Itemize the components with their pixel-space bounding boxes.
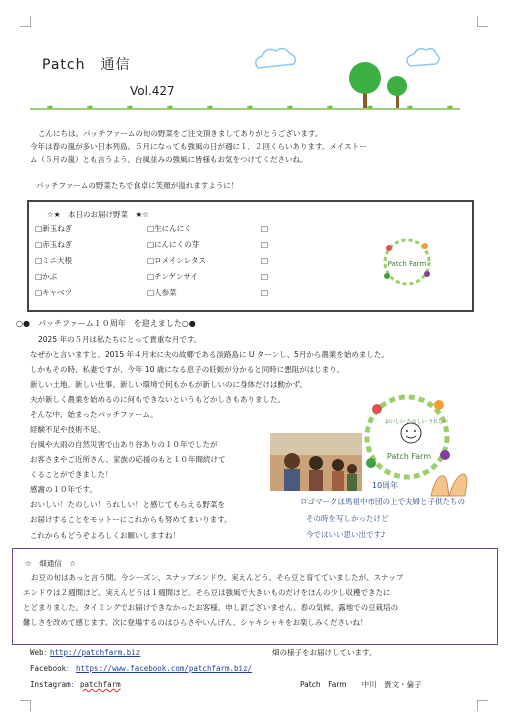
anniversary-line: くることができました！ (30, 470, 113, 479)
intro-line: パッチファームの野菜たちで食卓に笑顔が溢れますように！ (36, 181, 239, 190)
farm-news-line: エンドウは２週間ほど。実えんどうは１週間ほど。そら豆は強風で大きいものだけをほんの少し収穫できたに (23, 588, 391, 597)
delivery-item: □ (261, 288, 269, 297)
footer-note: 畑の様子をお届けしています。 (272, 648, 377, 657)
anniversary-line: 2025 年の５月は私たちにとって貴重な月です。 (38, 335, 202, 344)
anniversary-line: そんな中、始まったパッチファーム。 (30, 410, 158, 419)
delivery-item: □ (261, 272, 269, 281)
delivery-item: □ロメインレタス (147, 256, 206, 265)
delivery-item: □チンゲンサイ (147, 272, 198, 281)
anniversary-line: これからもどうぞよろしくお願いしますね！ (30, 531, 180, 540)
anniversary-line: なぜかと言いますと、2015 年４月末に夫の故郷である淡路島に U ターンし、5月から農業を始めました。 (30, 350, 389, 359)
farm-news-line: とどまりました。タイミングでお届けできなかったお客様、申し訳ございません。春の気候、露地での豆栽培の (23, 603, 399, 612)
logo-caption: ロゴマークは馬祖中市団の上で夫婦と子供たちの (300, 497, 465, 506)
web-label: Web： (30, 648, 52, 657)
delivery-item: □生にんにく (147, 224, 192, 233)
cloud-icon (407, 49, 439, 66)
delivery-item: □赤玉ねぎ (35, 240, 73, 249)
facebook-label: Facebook： (30, 664, 74, 673)
facebook-link[interactable]: https://www.facebook.com/patchfarm.biz/ (76, 664, 253, 673)
anniversary-line: おいしい！たのしい！うれしい！と感じてもらえる野菜を (30, 500, 225, 509)
logo-caption: 今ではいい思い出です♪ (306, 530, 386, 539)
page-corner-marker (477, 700, 488, 711)
delivery-heading: ☆★ 本日のお届け野菜 ★☆ (47, 210, 149, 219)
farm-news-box (12, 548, 498, 645)
farm-signature: Patch Farm 中川 貴文・倫子 (300, 680, 422, 689)
delivery-item: □新玉ねぎ (35, 224, 73, 233)
leaf-divider (30, 104, 460, 112)
anniversary-line: しかもその時、私妻ですが、今年 10 歳になる息子の妊娠が分かると同時に悪阻がはじまり、 (30, 365, 345, 374)
anniversary-logo-sub: おいしい たのしい うれしい (385, 419, 449, 425)
page-corner-marker (20, 700, 31, 711)
intro-line: 今年は春の嵐が多い日本列島。５月になっても強風の日が週に１．２回くらいあります。メイストー (30, 142, 367, 151)
intro-line: こんにちは。パッチファームの旬の野菜をご注文頂きましてありがとうございます。 (38, 129, 323, 138)
instagram-label: Instagram： (30, 680, 79, 689)
anniversary-line: 夫が新しく農業を始めるのに何もできないというもどかしさもありました。 (30, 395, 285, 404)
anniversary-line: 感謝の１０年です。 (30, 485, 97, 494)
anniversary-line: 台風や大雨の自然災害で山あり谷ありの１０年でしたが (30, 440, 218, 449)
farm-news-heading: ☆ 畑通信 ☆ (25, 559, 76, 568)
page-corner-marker (477, 16, 488, 27)
newsletter-title: Patch 通信 (42, 57, 131, 73)
delivery-item: □かぶ (35, 272, 58, 281)
anniversary-line: 経験不足や技術不足、 (30, 425, 105, 434)
delivery-box (27, 200, 474, 312)
delivery-item: □ (261, 240, 269, 249)
delivery-item: □ミニ大根 (35, 256, 73, 265)
logo-text: Patch Farm (387, 260, 427, 268)
delivery-item: □人参菜 (147, 288, 177, 297)
cloud-icon (256, 49, 296, 68)
page-corner-marker (20, 16, 31, 27)
farm-news-line: 難しさを改めて感じます。次に登場するのはひらさやいんげん。シャキシャキをお楽しみくださいね！ (23, 618, 368, 627)
hands-illustration (425, 456, 473, 498)
farm-news-line: お豆の旬はあっと言う間。今シーズン、スナップエンドウ、実えんどう、そら豆と育てていましたが、スナップ (31, 573, 404, 582)
anniversary-line: 新しい土地、新しい仕事、新しい環境で何もかもが新しいのに身体だけは動かず、 (30, 380, 307, 389)
volume-number: Vol.427 (130, 84, 175, 98)
anniversary-heading: ○● パッチファーム１０周年 を迎えました○● (16, 319, 196, 328)
intro-line: ム（５月の嵐）とも言うよう。台風並みの強風に皆様もお気をつけてくださいね。 (30, 155, 308, 164)
delivery-item: □ (261, 256, 269, 265)
web-link[interactable]: http://patchfarm.biz (50, 648, 141, 657)
family-photo (270, 433, 362, 491)
delivery-item: □にんにくの芽 (147, 240, 200, 249)
logo-caption: その時を写しかったけど (306, 514, 389, 523)
delivery-item: □キャベツ (35, 288, 73, 297)
delivery-item: □ (261, 224, 269, 233)
instagram-handle[interactable]: patchfarm (80, 680, 121, 689)
anniversary-logo-text: Patch Farm (386, 452, 432, 461)
anniversary-label: 10周年 (372, 481, 399, 490)
patch-farm-logo (377, 234, 437, 290)
tree-icon (349, 62, 381, 108)
anniversary-line: お客さまやご近所さん、家族の応援のもと１０年間続けて (30, 455, 226, 464)
anniversary-line: お届けすることをモットーにこれからも努めてまいります。 (30, 515, 232, 524)
header-illustration (250, 44, 480, 110)
